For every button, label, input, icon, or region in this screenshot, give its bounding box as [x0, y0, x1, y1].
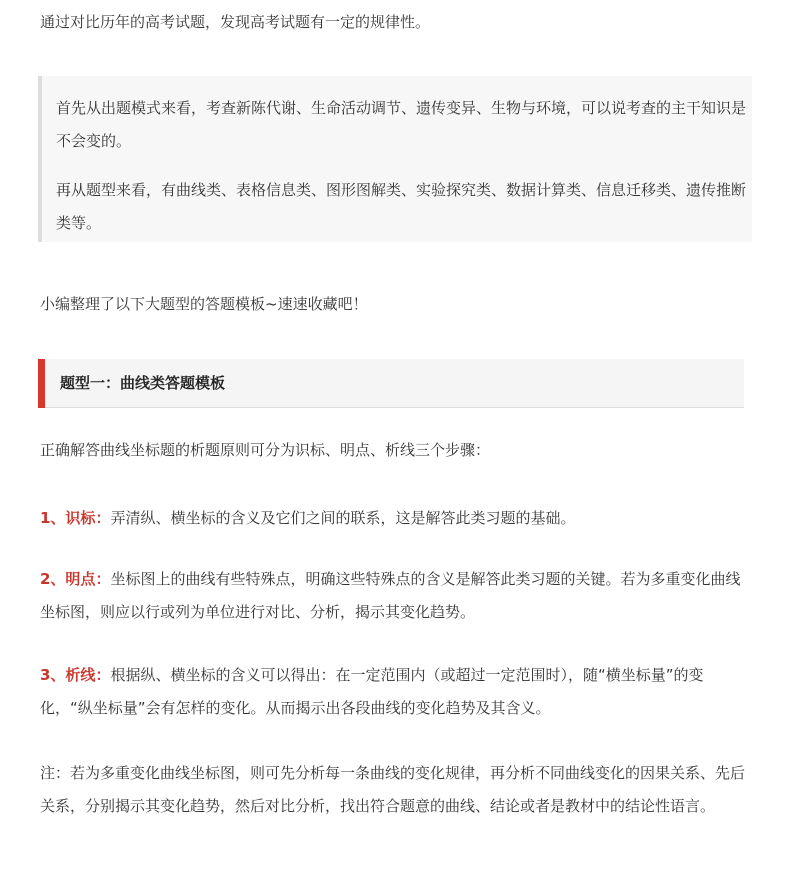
step-1-separator: ： — [95, 509, 111, 527]
step-2-separator: ： — [95, 570, 111, 588]
quote-paragraph-1: 首先从出题模式来看，考查新陈代谢、生命活动调节、遗传变异、生物与环境，可以说考查的主干知识是不会变的。 — [56, 99, 747, 150]
blockquote — [38, 76, 752, 242]
intro-paragraph: 通过对比历年的高考试题，发现高考试题有一定的规律性。 — [40, 13, 431, 31]
heading-accent-bar — [38, 359, 45, 408]
step-2-text: 坐标图上的曲线有些特殊点，明确这些特殊点的含义是解答此类习题的关键。若为多重变化曲线坐标图，则应以行或列为单位进行对比、分析，揭示其变化趋势。 — [40, 570, 741, 621]
cta-paragraph: 小编整理了以下大题型的答题模板~速速收藏吧！ — [40, 295, 368, 313]
step-2 — [40, 563, 752, 629]
step-3-label: 3、析线 — [40, 666, 96, 684]
step-3 — [40, 659, 752, 725]
step-1 — [40, 502, 752, 535]
quote-paragraph-2: 再从题型来看，有曲线类、表格信息类、图形图解类、实验探究类、数据计算类、信息迁移类、遗传推断类等。 — [56, 181, 747, 232]
step-3-text: 根据纵、横坐标的含义可以得出：在一定范围内（或超过一定范围时），随“横坐标量”的变化，“纵坐标量”会有怎样的变化。从而揭示出各段曲线的变化趋势及其含义。 — [40, 666, 704, 717]
lead-paragraph: 正确解答曲线坐标题的析题原则可分为识标、明点、析线三个步骤： — [40, 441, 491, 459]
step-3-separator: ： — [95, 666, 111, 684]
note-paragraph: 注：若为多重变化曲线坐标图，则可先分析每一条曲线的变化规律，再分析不同曲线变化的因果关系、先后关系，分别揭示其变化趋势，然后对比分析，找出符合题意的曲线、结论或者是教材中的结论性语言。 — [40, 764, 746, 815]
step-1-text: 弄清纵、横坐标的含义及它们之间的联系，这是解答此类习题的基础。 — [110, 509, 576, 527]
section-title: 题型一：曲线类答题模板 — [60, 374, 226, 392]
section-heading — [38, 359, 744, 408]
step-1-label: 1、识标 — [40, 509, 96, 527]
step-2-label: 2、明点 — [40, 570, 96, 588]
